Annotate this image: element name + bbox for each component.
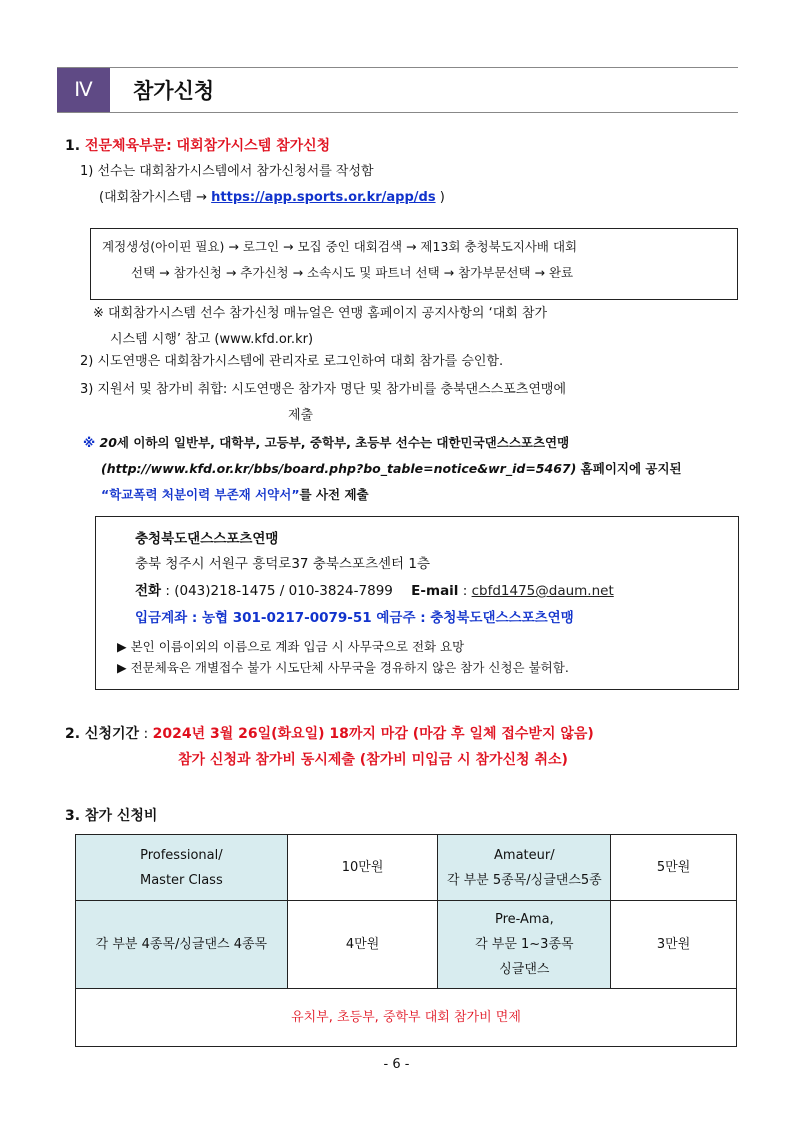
header-rule-bottom: [57, 112, 738, 113]
contact-bullet-1: ▶ 본인 이름이외의 이름으로 계좌 입금 시 사무국으로 전화 요망: [117, 639, 465, 654]
fee-amateur-l2: 각 부분 5종목/싱글댄스5종: [446, 872, 602, 888]
fee-cell-preama: [438, 901, 611, 989]
fee-preama-l3: 싱글댄스: [499, 962, 550, 977]
star-text-1: 세 이하의 일반부, 대학부, 고등부, 중학부, 초등부 선수는 대한민국댄스스포츠연맹: [116, 435, 570, 450]
contact-phone-email: [135, 582, 614, 600]
email-link[interactable]: cbfd1475@daum.net: [471, 583, 614, 599]
fee-cell-preama-price: 3만원: [611, 901, 737, 989]
fee-professional-l1: Professional/: [140, 847, 223, 863]
s1-title: 전문체육부문: 대회참가시스템 참가신청: [84, 138, 331, 154]
email-sep: :: [458, 583, 472, 599]
s1-url-prefix: (대회참가시스템 →: [99, 190, 212, 205]
s1-heading: [65, 137, 330, 155]
s2-sep: :: [139, 726, 153, 742]
email-label: E-mail: [411, 583, 459, 599]
fee-row-1: [76, 835, 737, 901]
pledge-doc-name: “학교폭력 처분이력 부존재 서약서”: [101, 487, 300, 502]
fee-cell-amateur: [438, 835, 611, 901]
fee-row-2: [76, 901, 737, 989]
star-url[interactable]: (http://www.kfd.or.kr/bbs/board.php?bo_table=notice&wr_id=5467): [101, 461, 577, 476]
s1-item1: 1) 선수는 대회참가시스템에서 참가신청서를 작성함: [80, 164, 374, 179]
fee-cell-professional-price: 10만원: [287, 835, 438, 901]
star-note-1: [83, 434, 569, 452]
fee-professional-l2: Master Class: [140, 872, 223, 888]
phone-label: 전화: [135, 583, 162, 599]
fee-cell-four-events-price: 4만원: [287, 901, 438, 989]
fee-cell-professional: [76, 835, 288, 901]
section-title: 참가신청: [133, 79, 215, 103]
s2-heading: [65, 725, 594, 743]
fee-cell-amateur-price: 5만원: [611, 835, 737, 901]
star-text-2: 홈페이지에 공지된: [576, 461, 682, 476]
fee-exemption: 유치부, 초등부, 중학부 대회 참가비 면제: [76, 989, 737, 1047]
star-age: 20: [99, 435, 117, 450]
fee-amateur-l1: Amateur/: [494, 847, 555, 863]
fee-table: [75, 834, 737, 1047]
s1-item3b: 제출: [288, 408, 314, 423]
flow-line-2: 선택 → 참가신청 → 추가신청 → 소속시도 및 파트너 선택 → 참가부문선택 → 완료: [131, 265, 574, 280]
s3-heading: 3. 참가 신청비: [65, 808, 158, 824]
system-url-link[interactable]: https://app.sports.or.kr/app/ds: [211, 190, 436, 205]
star-text-3: 를 사전 제출: [299, 487, 369, 502]
fee-row-3: [76, 989, 737, 1047]
header-rule-top: [57, 67, 738, 68]
s1-item3a: 3) 지원서 및 참가비 취합: 시도연맹은 참가자 명단 및 참가비를 충북댄스스포츠연맹에: [80, 382, 567, 397]
fee-cell-four-events: 각 부분 4종목/싱글댄스 4종목: [76, 901, 288, 989]
s2-deadline: 2024년 3월 26일(화요일) 18까지 마감 (마감 후 일체 접수받지 않음): [152, 726, 594, 742]
s1-number: 1.: [65, 138, 81, 154]
s1-url-line: [99, 189, 445, 207]
contact-address: 충북 청주시 서원구 흥덕로37 충북스포츠센터 1층: [135, 556, 431, 572]
contact-account: 입금계좌 : 농협 301-0217-0079-51 예금주 : 충청북도댄스스포츠연맹: [135, 610, 574, 626]
s2-label: 2. 신청기간: [65, 726, 140, 742]
s2-simultaneous: 참가 신청과 참가비 동시제출 (참가비 미입금 시 참가신청 취소): [178, 752, 568, 768]
star-note-3: [101, 486, 369, 504]
star-note-2: [101, 460, 682, 478]
star-mark: ※: [83, 435, 96, 450]
contact-bullet-2: ▶ 전문체육은 개별접수 불가 시도단체 사무국을 경유하지 않은 참가 신청은 불허함.: [117, 660, 569, 675]
page-number: - 6 -: [383, 1057, 410, 1072]
phone-value: : (043)218-1475 / 010-3824-7899: [161, 583, 393, 599]
manual-note-1: ※ 대회참가시스템 선수 참가신청 매뉴얼은 연맹 홈페이지 공지사항의 ‘대회 참가: [93, 306, 548, 321]
manual-note-2: 시스템 시행’ 참고 (www.kfd.or.kr): [110, 332, 314, 347]
contact-org: 충청북도댄스스포츠연맹: [135, 531, 279, 547]
fee-preama-l2: 각 부문 1~3종목: [475, 937, 574, 952]
fee-preama-l1: Pre-Ama,: [494, 912, 554, 927]
flow-line-1: 계정생성(아이핀 필요) → 로그인 → 모집 중인 대회검색 → 제13회 충청북도지사배 대회: [102, 239, 578, 254]
s1-item2: 2) 시도연맹은 대회참가시스템에 관리자로 로그인하여 대회 참가를 승인함.: [80, 354, 504, 369]
section-number-badge: Ⅳ: [57, 68, 110, 112]
s1-url-suffix: ): [435, 190, 445, 205]
